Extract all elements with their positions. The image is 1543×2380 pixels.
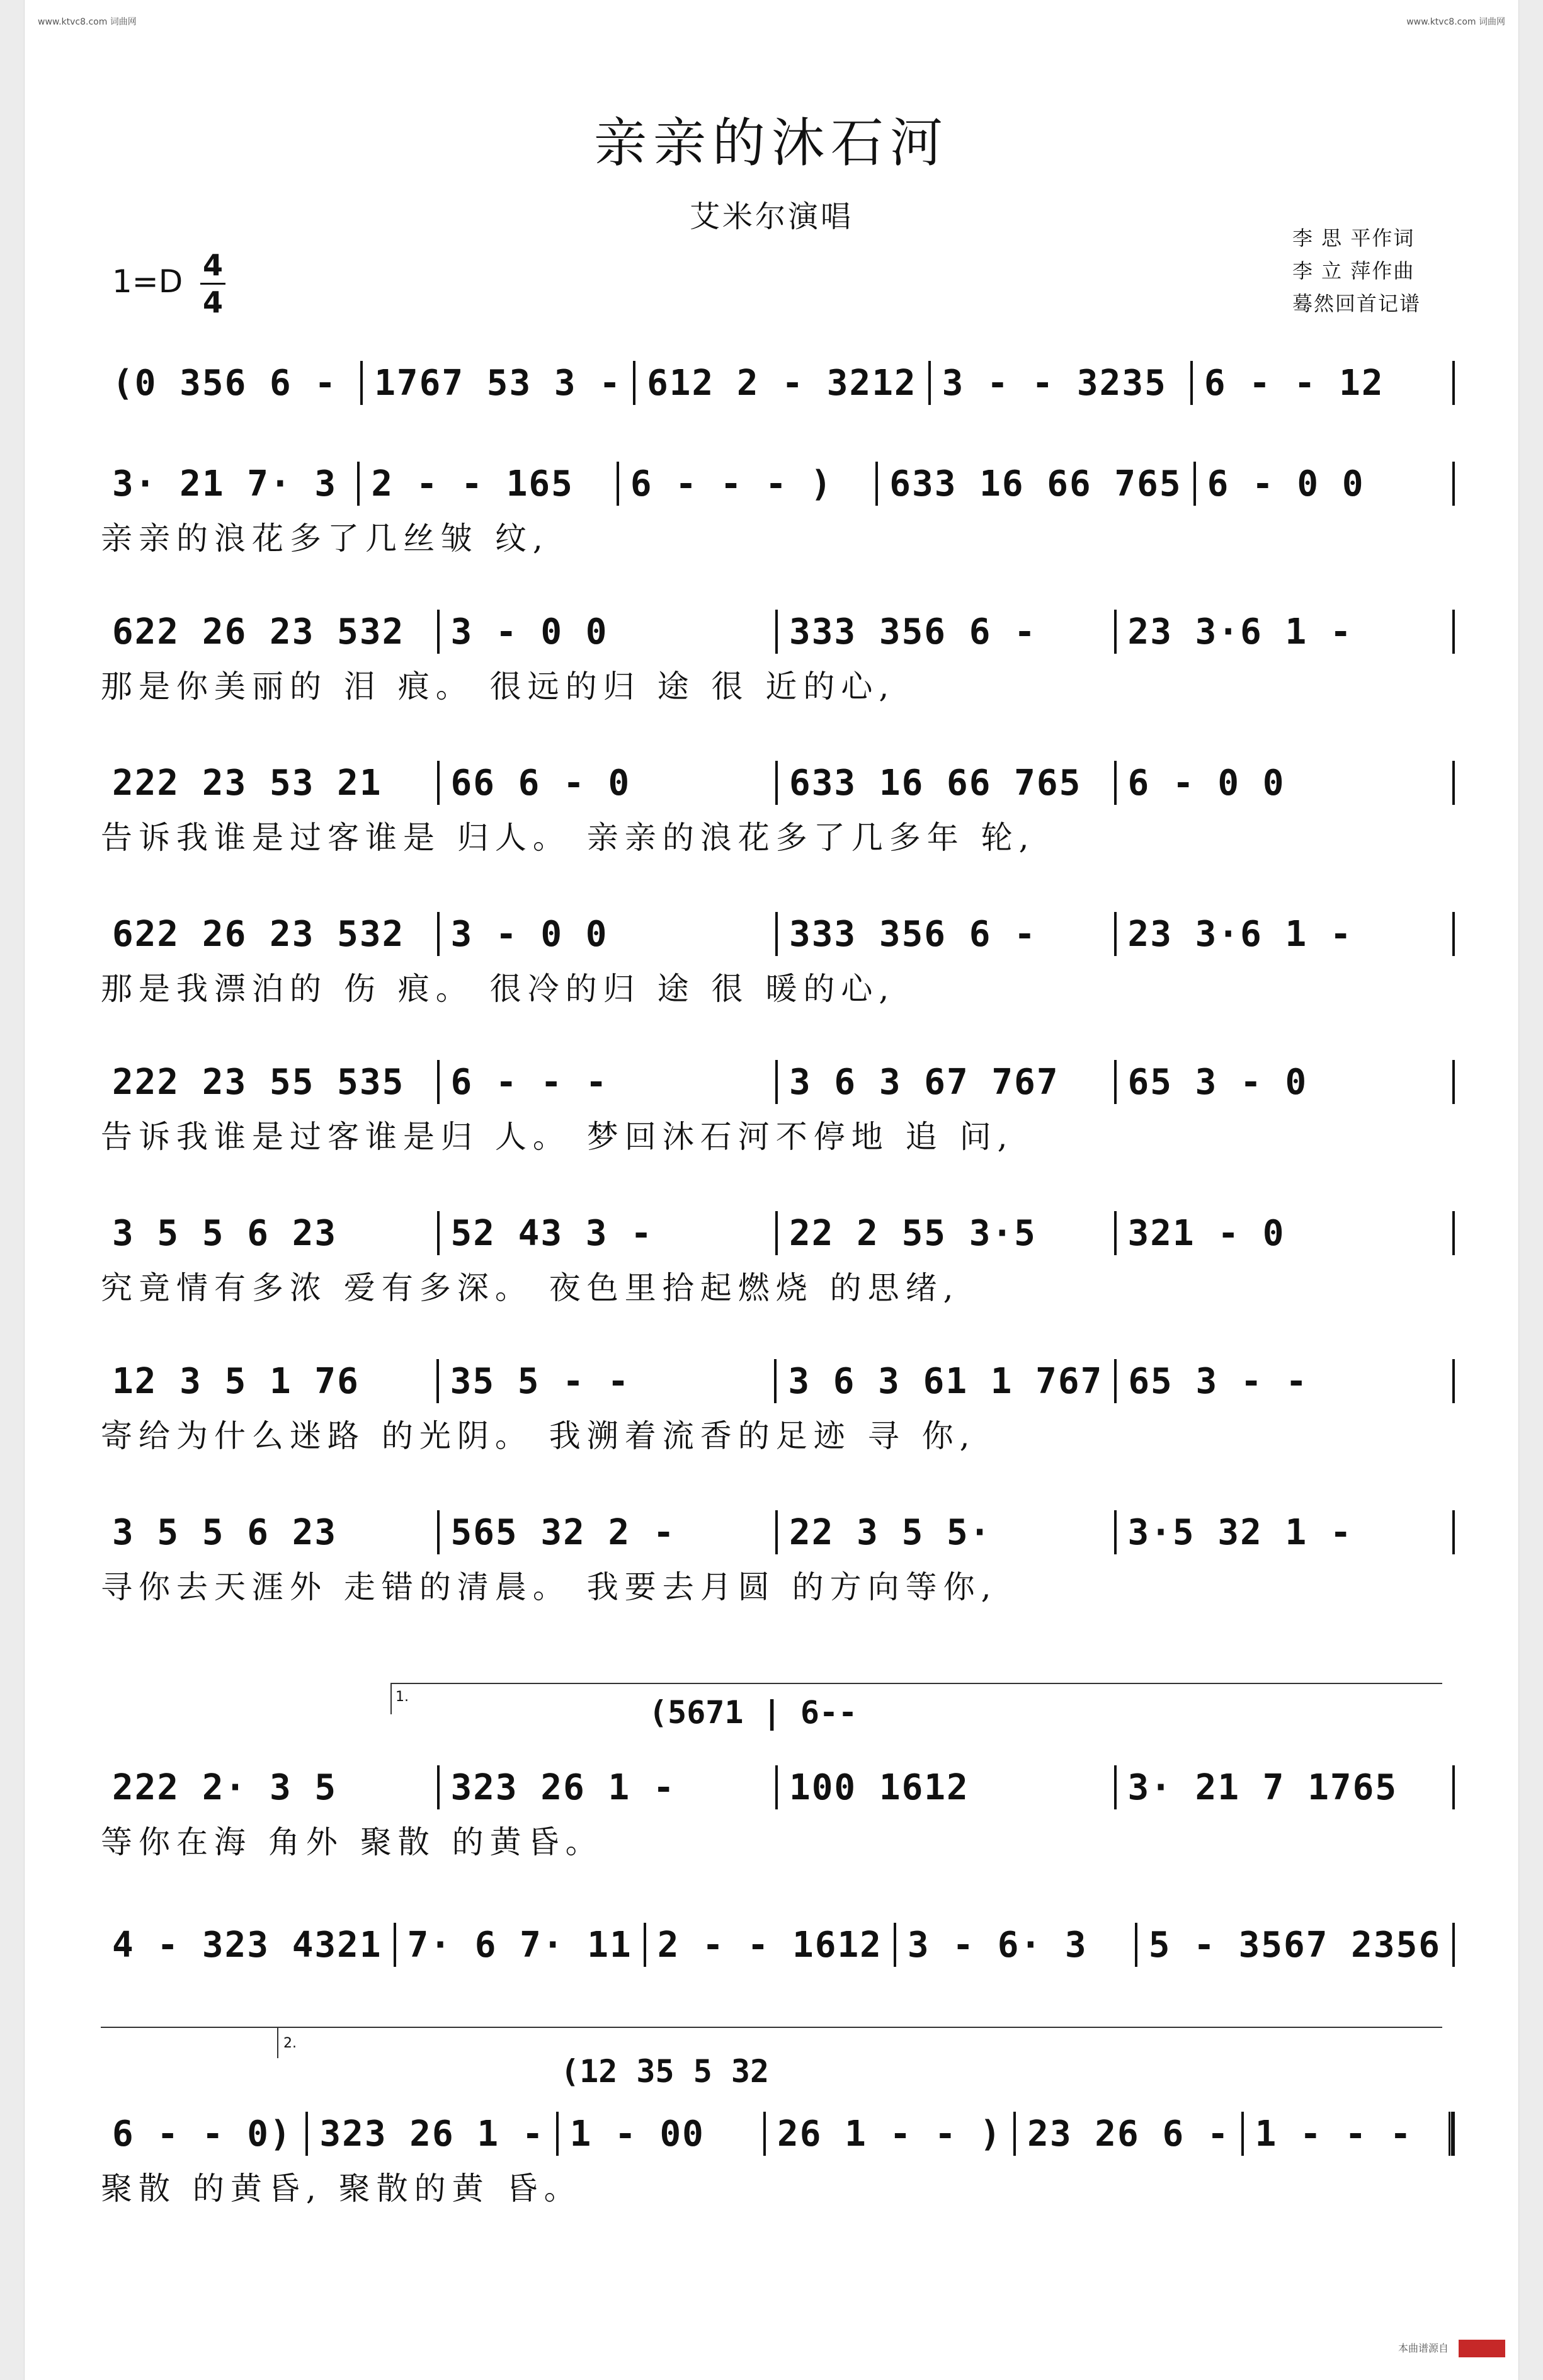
time-signature-top: 4 bbox=[202, 248, 223, 282]
site-logo bbox=[1459, 2340, 1505, 2357]
measure: 222 23 55 535 bbox=[112, 1061, 405, 1103]
measure: 7· 6 7· 11 bbox=[407, 1924, 632, 1966]
measure: 3· 21 7· 3 bbox=[112, 463, 338, 504]
measure: 5 - 3567 2356 bbox=[1148, 1924, 1441, 1966]
footer-source: 本曲谱源自 bbox=[1398, 2342, 1449, 2354]
measure: 22 2 55 3·5 bbox=[789, 1212, 1037, 1254]
notes-row bbox=[101, 1765, 1455, 1809]
score-line bbox=[101, 1052, 1455, 1112]
notes-row bbox=[101, 1510, 1455, 1554]
measure: (0 356 6 - bbox=[112, 362, 338, 404]
measure: 3 5 5 6 23 bbox=[112, 1212, 338, 1254]
lyric-line: 聚散 的黄昏, 聚散的黄 昏。 bbox=[101, 2170, 582, 2207]
notes-row bbox=[101, 2112, 1455, 2156]
measure: 622 26 23 532 bbox=[112, 913, 405, 955]
volta-1-alternate-notes: (5671 | 6-- bbox=[649, 1694, 858, 1731]
volta-1-label: 1. bbox=[396, 1689, 409, 1705]
notes-row bbox=[101, 462, 1455, 506]
score-line bbox=[101, 1351, 1455, 1411]
song-title: 亲亲的沐石河 bbox=[593, 112, 949, 174]
barline bbox=[1452, 1765, 1455, 1809]
notes-row bbox=[101, 912, 1455, 956]
measure: 222 2· 3 5 bbox=[112, 1767, 338, 1808]
measure: 3 6 3 67 767 bbox=[789, 1061, 1059, 1103]
measure: 23 3·6 1 - bbox=[1127, 611, 1353, 652]
measure: 6 - - 0) bbox=[112, 2113, 292, 2155]
credits-block bbox=[1292, 222, 1506, 320]
time-signature bbox=[200, 249, 225, 319]
lyric-line: 寻你去天涯外 走错的清晨。 我要去月圆 的方向等你, bbox=[101, 1569, 998, 1605]
measure: 612 2 - 3212 bbox=[647, 362, 917, 404]
lyricist-credit: 李 思 平作词 bbox=[1292, 226, 1415, 250]
time-signature-bottom: 4 bbox=[202, 285, 223, 319]
left-margin-strip bbox=[0, 0, 25, 2380]
measure: 321 - 0 bbox=[1127, 1212, 1285, 1254]
notes-row bbox=[101, 1359, 1455, 1403]
score-line bbox=[101, 453, 1455, 514]
time-signature-rule bbox=[200, 283, 225, 285]
score-line bbox=[101, 753, 1455, 813]
measure: 65 3 - - bbox=[1128, 1360, 1309, 1402]
score-line bbox=[101, 1203, 1455, 1263]
score-line bbox=[101, 601, 1455, 662]
lyric-line: 寄给为什么迷路 的光阴。 我溯着流香的足迹 寻 你, bbox=[101, 1418, 976, 1454]
site-watermark-right: www.ktvc8.com 词曲网 bbox=[1406, 17, 1505, 27]
measure: 22 3 5 5· bbox=[789, 1512, 992, 1553]
volta-2-alternate-notes: (12 35 5 32 bbox=[561, 2053, 770, 2090]
measure: 3 - 6· 3 bbox=[907, 1924, 1088, 1966]
measure: 323 26 1 - bbox=[450, 1767, 676, 1808]
measure: 2 - - 1612 bbox=[657, 1924, 882, 1966]
measure: 622 26 23 532 bbox=[112, 611, 405, 652]
barline bbox=[1452, 1510, 1455, 1554]
lyric-line: 究竟情有多浓 爱有多深。 夜色里拾起燃烧 的思绪, bbox=[101, 1270, 960, 1306]
key-signature: 1=D bbox=[112, 263, 183, 300]
measure: 222 23 53 21 bbox=[112, 762, 382, 804]
measure: 3 - - 3235 bbox=[942, 362, 1167, 404]
barline bbox=[1452, 761, 1455, 805]
measure: 3 - 0 0 bbox=[450, 913, 608, 955]
score-line bbox=[101, 1502, 1455, 1563]
measure: 3· 21 7 1765 bbox=[1127, 1767, 1398, 1808]
site-watermark-left: www.ktvc8.com 词曲网 bbox=[38, 17, 137, 27]
volta-1-tick bbox=[390, 1683, 392, 1714]
barline bbox=[1452, 361, 1455, 405]
lyric-line: 等你在海 角外 聚散 的黄昏。 bbox=[101, 1824, 603, 1860]
transcriber-credit: 蓦然回首记谱 bbox=[1292, 292, 1421, 316]
volta-2-label: 2. bbox=[283, 2036, 297, 2051]
score-line bbox=[101, 353, 1455, 413]
measure: 35 5 - - bbox=[450, 1360, 630, 1402]
measure: 323 26 1 - bbox=[319, 2113, 545, 2155]
measure: 1767 53 3 - bbox=[374, 362, 622, 404]
lyric-line: 那是我漂泊的 伤 痕。 很冷的归 途 很 暖的心, bbox=[101, 971, 896, 1007]
score-line bbox=[101, 904, 1455, 964]
measure: 633 16 66 765 bbox=[889, 463, 1182, 504]
measure: 6 - 0 0 bbox=[1207, 463, 1365, 504]
measure: 6 - 0 0 bbox=[1127, 762, 1285, 804]
barline bbox=[1452, 1211, 1455, 1255]
measure: 633 16 66 765 bbox=[789, 762, 1082, 804]
measure: 100 1612 bbox=[789, 1767, 969, 1808]
measure: 3 5 5 6 23 bbox=[112, 1512, 338, 1553]
lyric-line: 亲亲的浪花多了几丝皱 纹, bbox=[101, 520, 549, 557]
measure: 3·5 32 1 - bbox=[1127, 1512, 1353, 1553]
volta-1-bracket bbox=[390, 1683, 1442, 1684]
barline bbox=[1452, 912, 1455, 956]
measure: 12 3 5 1 76 bbox=[112, 1360, 360, 1402]
notes-row bbox=[101, 361, 1455, 405]
measure: 565 32 2 - bbox=[450, 1512, 676, 1553]
measure: 23 26 6 - bbox=[1027, 2113, 1230, 2155]
measure: 6 - - 12 bbox=[1204, 362, 1384, 404]
volta-2-bracket bbox=[101, 2027, 1442, 2028]
measure: 6 - - - bbox=[450, 1061, 608, 1103]
notes-row bbox=[101, 1923, 1455, 1967]
measure: 1 - 00 bbox=[569, 2113, 705, 2155]
measure: 1 - - - bbox=[1255, 2113, 1413, 2155]
performer: 艾米尔演唱 bbox=[689, 199, 853, 234]
notes-row bbox=[101, 761, 1455, 805]
final-barline bbox=[1449, 2112, 1455, 2156]
barline bbox=[1452, 1923, 1455, 1967]
measure: 6 - - - ) bbox=[630, 463, 833, 504]
notes-row bbox=[101, 610, 1455, 654]
barline bbox=[1452, 1060, 1455, 1104]
barline bbox=[1452, 462, 1455, 506]
measure: 66 6 - 0 bbox=[450, 762, 631, 804]
barline bbox=[1452, 610, 1455, 654]
score-line bbox=[101, 1757, 1455, 1818]
measure: 4 - 323 4321 bbox=[112, 1924, 382, 1966]
lyric-line: 那是你美丽的 泪 痕。 很远的归 途 很 近的心, bbox=[101, 668, 896, 705]
notes-row bbox=[101, 1060, 1455, 1104]
notes-row bbox=[101, 1211, 1455, 1255]
score-line bbox=[101, 1915, 1455, 1975]
composer-credit: 李 立 萍作曲 bbox=[1292, 259, 1415, 283]
barline bbox=[1452, 1359, 1455, 1403]
score-line bbox=[101, 2104, 1455, 2164]
measure: 52 43 3 - bbox=[450, 1212, 653, 1254]
measure: 65 3 - 0 bbox=[1127, 1061, 1308, 1103]
measure: 3 - 0 0 bbox=[450, 611, 608, 652]
measure: 333 356 6 - bbox=[789, 913, 1037, 955]
measure: 2 - - 165 bbox=[371, 463, 574, 504]
measure: 333 356 6 - bbox=[789, 611, 1037, 652]
measure: 26 1 - - ) bbox=[777, 2113, 1003, 2155]
measure: 23 3·6 1 - bbox=[1127, 913, 1353, 955]
lyric-line: 告诉我谁是过客谁是归 人。 梦回沐石河不停地 追 问, bbox=[101, 1119, 1014, 1155]
right-margin-strip bbox=[1518, 0, 1543, 2380]
volta-2-tick bbox=[277, 2027, 278, 2058]
measure: 3 6 3 61 1 767 bbox=[788, 1360, 1103, 1402]
lyric-line: 告诉我谁是过客谁是 归人。 亲亲的浪花多了几多年 轮, bbox=[101, 819, 1035, 856]
